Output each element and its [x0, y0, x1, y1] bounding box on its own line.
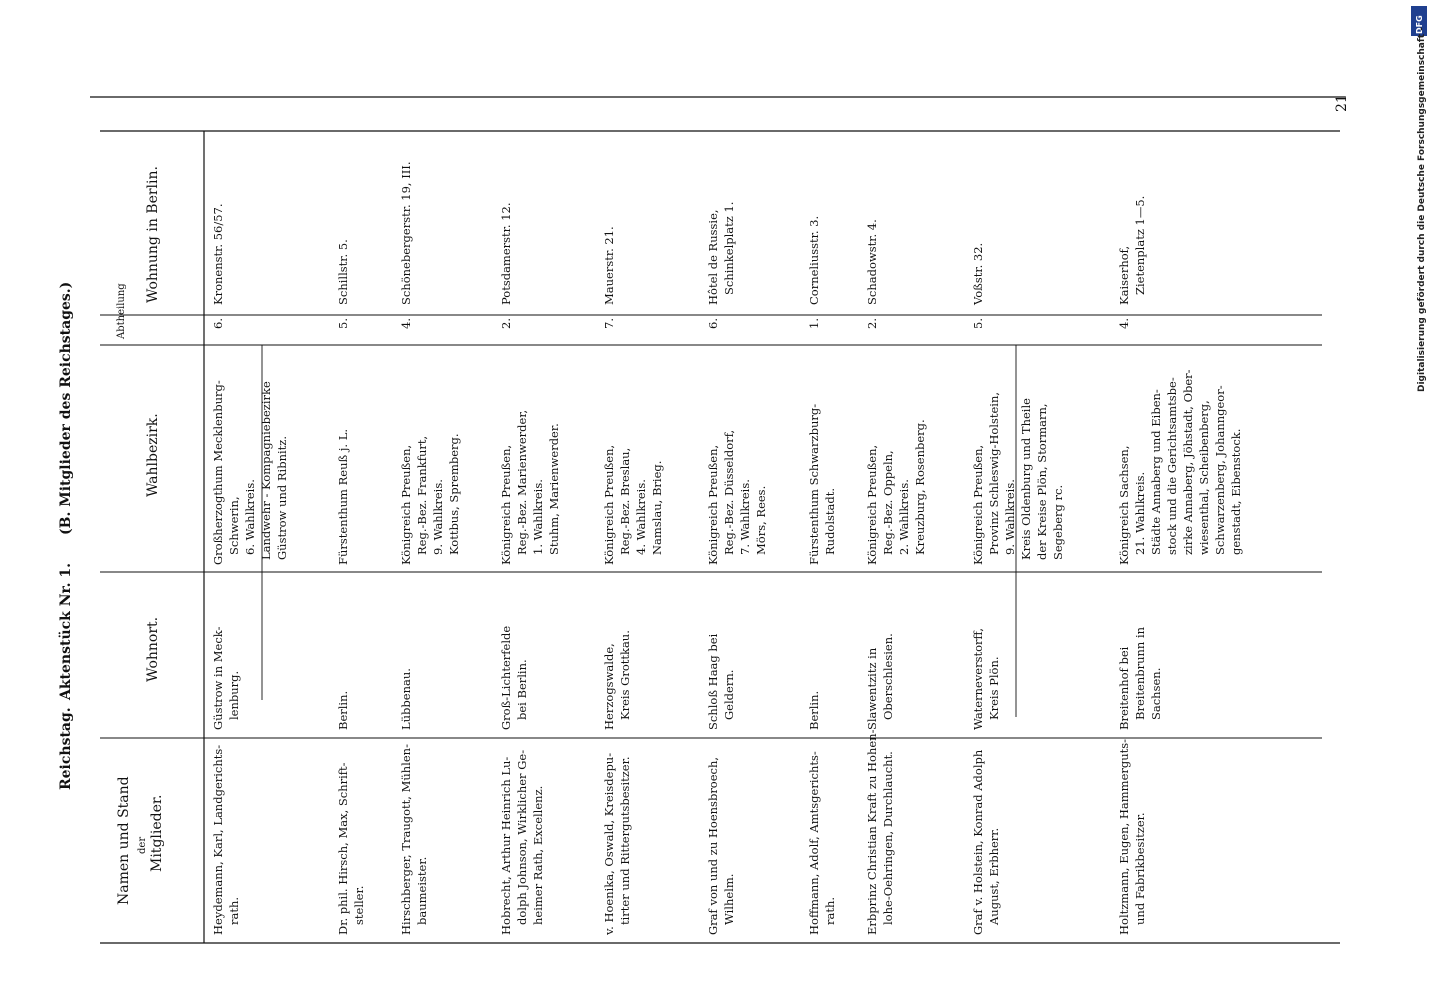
member-residence: Breitenbrunn in [1133, 626, 1147, 720]
member-district: Großherzogthum Mecklenburg- [211, 380, 225, 565]
sidebar-credit-text: Digitalisierung gefördert durch die Deutsche Forschungsgemeinschaft - [1417, 27, 1427, 392]
page-number: 21 [1334, 94, 1350, 112]
member-name: Dr. phil. Hirsch, Max, Schrift- [336, 762, 350, 935]
member-residence: Breitenhof bei [1117, 646, 1131, 730]
member-district: 2. Wahlkreis. [897, 479, 911, 555]
member-district: Reg.-Bez. Breslau, [618, 447, 632, 555]
member-residence: Herzogswalde, [602, 643, 616, 730]
member-division: 1. [807, 318, 821, 329]
member-name: August, Erbherr. [987, 827, 1001, 925]
member-address: Schillstr. 5. [336, 239, 350, 305]
member-district: Königreich Preußen, [971, 444, 985, 565]
member-division: 7. [602, 318, 616, 329]
member-district: genstadt, Eibenstock. [1229, 428, 1243, 555]
member-district: 9. Wahlkreis. [1003, 479, 1017, 555]
running-header-right: (B. Mitglieder des Reichstages.) [58, 281, 74, 535]
member-name: Hirschberger, Traugott, Mühlen- [399, 744, 413, 935]
member-name: lohe-Oehringen, Durchlaucht. [881, 751, 895, 925]
member-name: tirter und Rittergutsbesitzer. [618, 756, 632, 925]
member-district: 6. Wahlkreis. [243, 479, 257, 555]
member-name: heimer Rath, Excellenz. [531, 785, 545, 925]
member-residence: Oberschlesien. [881, 633, 895, 720]
member-residence: Kreis Grottkau. [618, 630, 632, 720]
member-residence: Kreis Plön. [987, 656, 1001, 720]
member-district-detail: Landwehr - Kompagniebezirke [259, 381, 273, 560]
member-district: Reg.-Bez. Oppeln, [881, 450, 895, 555]
member-name: Heydemann, Karl, Landgerichts- [211, 744, 225, 935]
member-residence: Slawentzitz in [865, 647, 879, 730]
member-name: Graf von und zu Hoensbroech, [706, 756, 720, 935]
member-district: 21. Wahlkreis. [1133, 471, 1147, 555]
member-division: 2. [499, 318, 513, 329]
member-residence: Güstrow in Meck- [211, 626, 225, 730]
member-division: 6. [211, 318, 225, 329]
member-district: wiesenthal, Scheibenberg, [1197, 400, 1211, 555]
member-district-detail: Kreis Oldenburg und Theile [1019, 398, 1033, 560]
member-residence: Geldern. [722, 669, 736, 720]
member-name: Erbprinz Christian Kraft zu Hohen- [865, 729, 879, 935]
member-district: Namslau, Brieg. [650, 460, 664, 555]
member-address: Mauerstr. 21. [602, 226, 616, 305]
member-name: steller. [352, 885, 366, 925]
dfg-logo-text: DFG [1415, 15, 1424, 34]
column-header-name-line1: Namen und Stand [116, 776, 132, 905]
member-division: 4. [399, 318, 413, 329]
member-district: Königreich Preußen, [706, 444, 720, 565]
member-address: Hôtel de Russie, [706, 209, 720, 305]
member-address: Potsdamerstr. 12. [499, 202, 513, 305]
member-district: Schwarzenberg, Johanngeor- [1213, 385, 1227, 555]
member-district: Kottbus, Spremberg. [447, 433, 461, 555]
member-district: Königreich Preußen, [602, 444, 616, 565]
member-name: rath. [227, 896, 241, 925]
member-address: Voßstr. 32. [971, 242, 985, 305]
running-header-center: Aktenstück Nr. 1. [58, 563, 74, 700]
member-residence: Lübbenau. [399, 668, 413, 730]
member-district: Kreuzburg, Rosenberg. [913, 419, 927, 555]
member-address: Kaiserhof, [1117, 245, 1131, 305]
running-header-left: Reichstag. [58, 707, 74, 790]
member-address: Schönebergerstr. 19, III. [399, 161, 413, 305]
member-district: Städte Annaberg und Eiben- [1149, 389, 1163, 555]
member-name: Graf v. Holstein, Konrad Adolph [971, 749, 985, 935]
member-district: Königreich Preußen, [499, 444, 513, 565]
member-district-detail: Segeberg rc. [1051, 484, 1065, 560]
member-residence: Berlin. [807, 690, 821, 730]
member-district: 9. Wahlkreis. [431, 479, 445, 555]
member-division: 2. [865, 318, 879, 329]
member-name: baumeister. [415, 856, 429, 925]
member-district: Rudolstadt. [823, 487, 837, 555]
member-district: Stuhm, Marienwerder. [547, 423, 561, 555]
column-header-name-line2: der [137, 836, 148, 854]
column-headers [116, 166, 165, 905]
member-address: Zietenplatz 1—5. [1133, 195, 1147, 295]
member-district: Fürstenthum Schwarzburg- [807, 403, 821, 565]
member-name: Holtzmann, Eugen, Hammerguts- [1117, 738, 1131, 935]
member-district: Provinz Schleswig-Holstein, [987, 391, 1001, 555]
member-district-detail: der Kreise Plön, Stormarn, [1035, 403, 1049, 560]
member-district: Schwerin, [227, 496, 241, 555]
member-residence: Groß-Lichterfelde [499, 625, 513, 730]
column-header-name-line3: Mitglieder. [149, 794, 165, 872]
member-district: Reg.-Bez. Marienwerder, [515, 409, 529, 555]
member-district: Königreich Preußen, [399, 444, 413, 565]
member-division: 4. [1117, 318, 1131, 329]
member-address: Schadowstr. 4. [865, 219, 879, 305]
member-name: Wilhelm. [722, 873, 736, 925]
member-district-detail: Güstrow und Ribnitz. [275, 436, 289, 560]
member-residence: bei Berlin. [515, 659, 529, 720]
member-division: 5. [971, 318, 985, 329]
member-district: zirke Annaberg, Jöhstadt, Ober- [1181, 369, 1195, 555]
member-district: Königreich Sachsen, [1117, 445, 1131, 565]
member-residence: Berlin. [336, 690, 350, 730]
column-header-division: Abtheilung [116, 283, 127, 339]
member-name: dolph Johnson, Wirklicher Ge- [515, 749, 529, 925]
member-residence: Sachsen. [1149, 667, 1163, 720]
member-district: 7. Wahlkreis. [738, 479, 752, 555]
member-name: rath. [823, 896, 837, 925]
member-address: Schinkelplatz 1. [722, 201, 736, 295]
member-district: 4. Wahlkreis. [634, 479, 648, 555]
member-district: 1. Wahlkreis. [531, 479, 545, 555]
member-name: Hoffmann, Adolf, Amtsgerichts- [807, 751, 821, 935]
member-district: Reg.-Bez. Frankfurt, [415, 435, 429, 555]
member-address: Corneliusstr. 3. [807, 215, 821, 305]
column-header-district: Wahlbezirk. [145, 413, 161, 497]
member-name: v. Hoenika, Oswald, Kreisdepu- [602, 752, 616, 935]
column-header-residence: Wohnort. [145, 616, 161, 682]
member-name: und Fabrikbesitzer. [1133, 812, 1147, 925]
sidebar-credit [1411, 6, 1427, 392]
member-address: Kronenstr. 56/57. [211, 203, 225, 305]
member-district: Mörs, Rees. [754, 485, 768, 555]
column-header-address: Wohnung in Berlin. [145, 166, 161, 303]
member-district: Reg.-Bez. Düsseldorf, [722, 429, 736, 555]
member-residence: Waterneverstorff, [971, 628, 985, 730]
member-residence: lenburg. [227, 670, 241, 720]
member-district: stock und die Gerichtsamtsbe- [1165, 377, 1179, 555]
member-residence: Schloß Haag bei [706, 633, 720, 730]
member-name: Hobrecht, Arthur Heinrich Lu- [499, 756, 513, 935]
member-rows [211, 162, 1243, 937]
member-district: Königreich Preußen, [865, 444, 879, 565]
member-division: 6. [706, 318, 720, 329]
member-division: 5. [336, 318, 350, 329]
member-district: Fürstenthum Reuß j. L. [336, 429, 350, 565]
